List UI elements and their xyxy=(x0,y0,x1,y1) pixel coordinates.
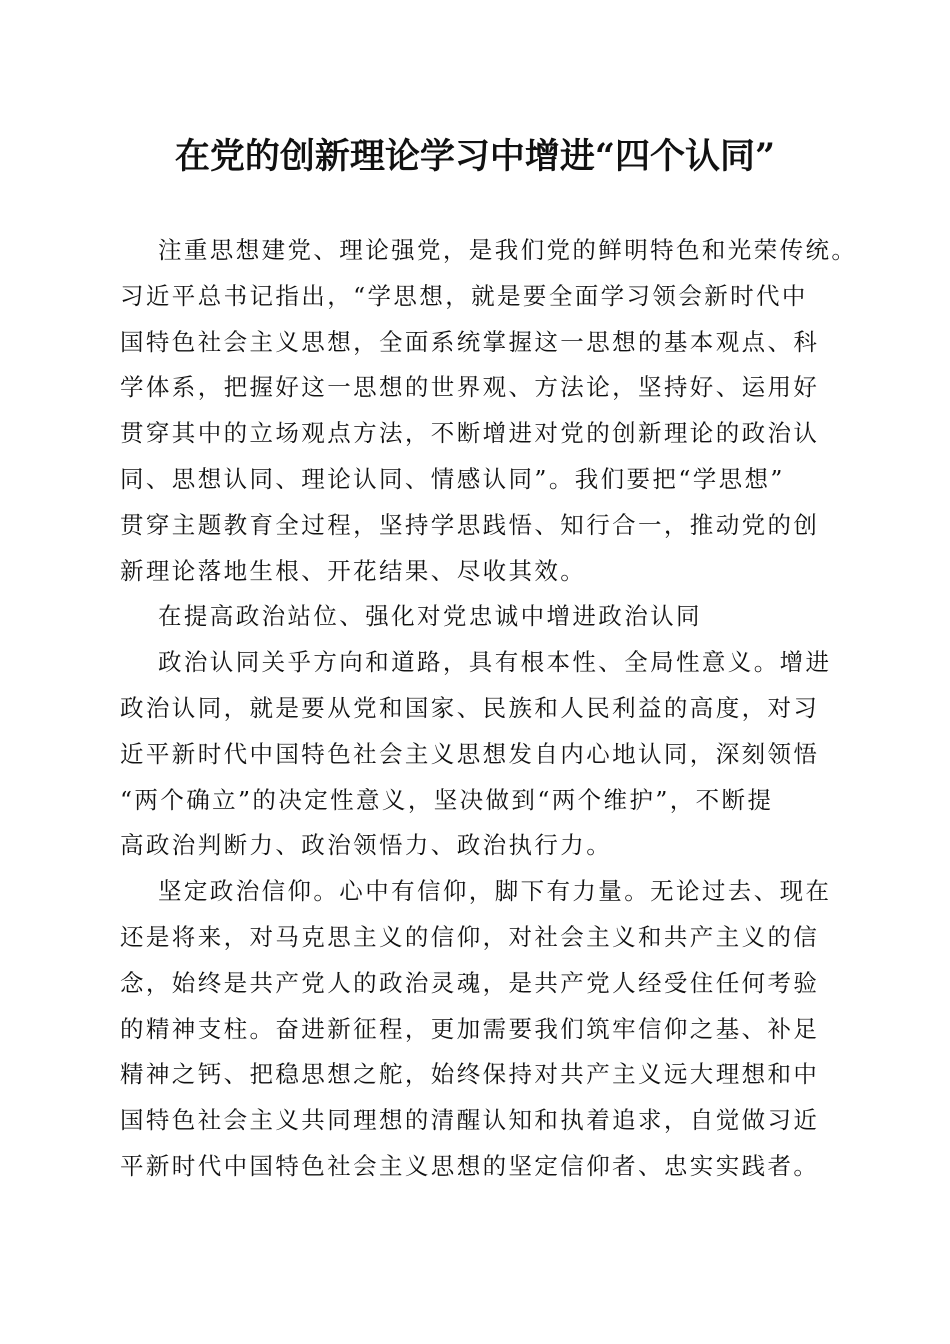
text-line: 还是将来，对马克思主义的信仰，对社会主义和共产主义的信 xyxy=(120,922,820,951)
text-line: 政治认同，就是要从党和国家、民族和人民利益的高度，对习 xyxy=(120,693,820,722)
document-body xyxy=(120,228,858,1190)
text-line: 学体系，把握好这一思想的世界观、方法论，坚持好、运用好 xyxy=(120,373,820,402)
text-line: 新理论落地生根、开花结果、尽收其效。 xyxy=(120,556,587,585)
text-line: 高政治判断力、政治领悟力、政治执行力。 xyxy=(120,831,613,860)
document-title: 在党的创新理论学习中增进“四个认同” xyxy=(174,136,776,177)
section-heading: 在提高政治站位、强化对党忠诚中增进政治认同 xyxy=(158,602,702,631)
text-line: “两个确立”的决定性意义，坚决做到“两个维护”，不断提 xyxy=(120,785,774,814)
text-line: 的精神支柱。奋进新征程，更加需要我们筑牢信仰之基、补足 xyxy=(120,1014,820,1043)
text-line: 近平新时代中国特色社会主义思想发自内心地认同，深刻领悟 xyxy=(120,739,820,768)
text-line: 同、思想认同、理论认同、情感认同”。我们要把“学思想” xyxy=(120,464,785,493)
text-line: 贯穿其中的立场观点方法，不断增进对党的创新理论的政治认 xyxy=(120,419,820,448)
text-line: 精神之钙、把稳思想之舵，始终保持对共产主义远大理想和中 xyxy=(120,1060,820,1089)
text-line: 国特色社会主义思想，全面系统掌握这一思想的基本观点、科 xyxy=(120,327,820,356)
text-line: 习近平总书记指出，“学思想，就是要全面学习领会新时代中 xyxy=(120,281,808,310)
text-line: 贯穿主题教育全过程，坚持学思践悟、知行合一，推动党的创 xyxy=(120,510,820,539)
text-line: 坚定政治信仰。心中有信仰，脚下有力量。无论过去、现在 xyxy=(158,877,832,906)
text-line: 注重思想建党、理论强党，是我们党的鲜明特色和光荣传统。 xyxy=(158,236,858,264)
text-line: 政治认同关乎方向和道路，具有根本性、全局性意义。增进 xyxy=(158,648,832,677)
text-line: 国特色社会主义共同理想的清醒认知和执着追求，自觉做习近 xyxy=(120,1106,820,1135)
text-line: 念，始终是共产党人的政治灵魂，是共产党人经受住任何考验 xyxy=(120,968,820,997)
text-line: 平新时代中国特色社会主义思想的坚定信仰者、忠实实践者。 xyxy=(120,1151,820,1180)
